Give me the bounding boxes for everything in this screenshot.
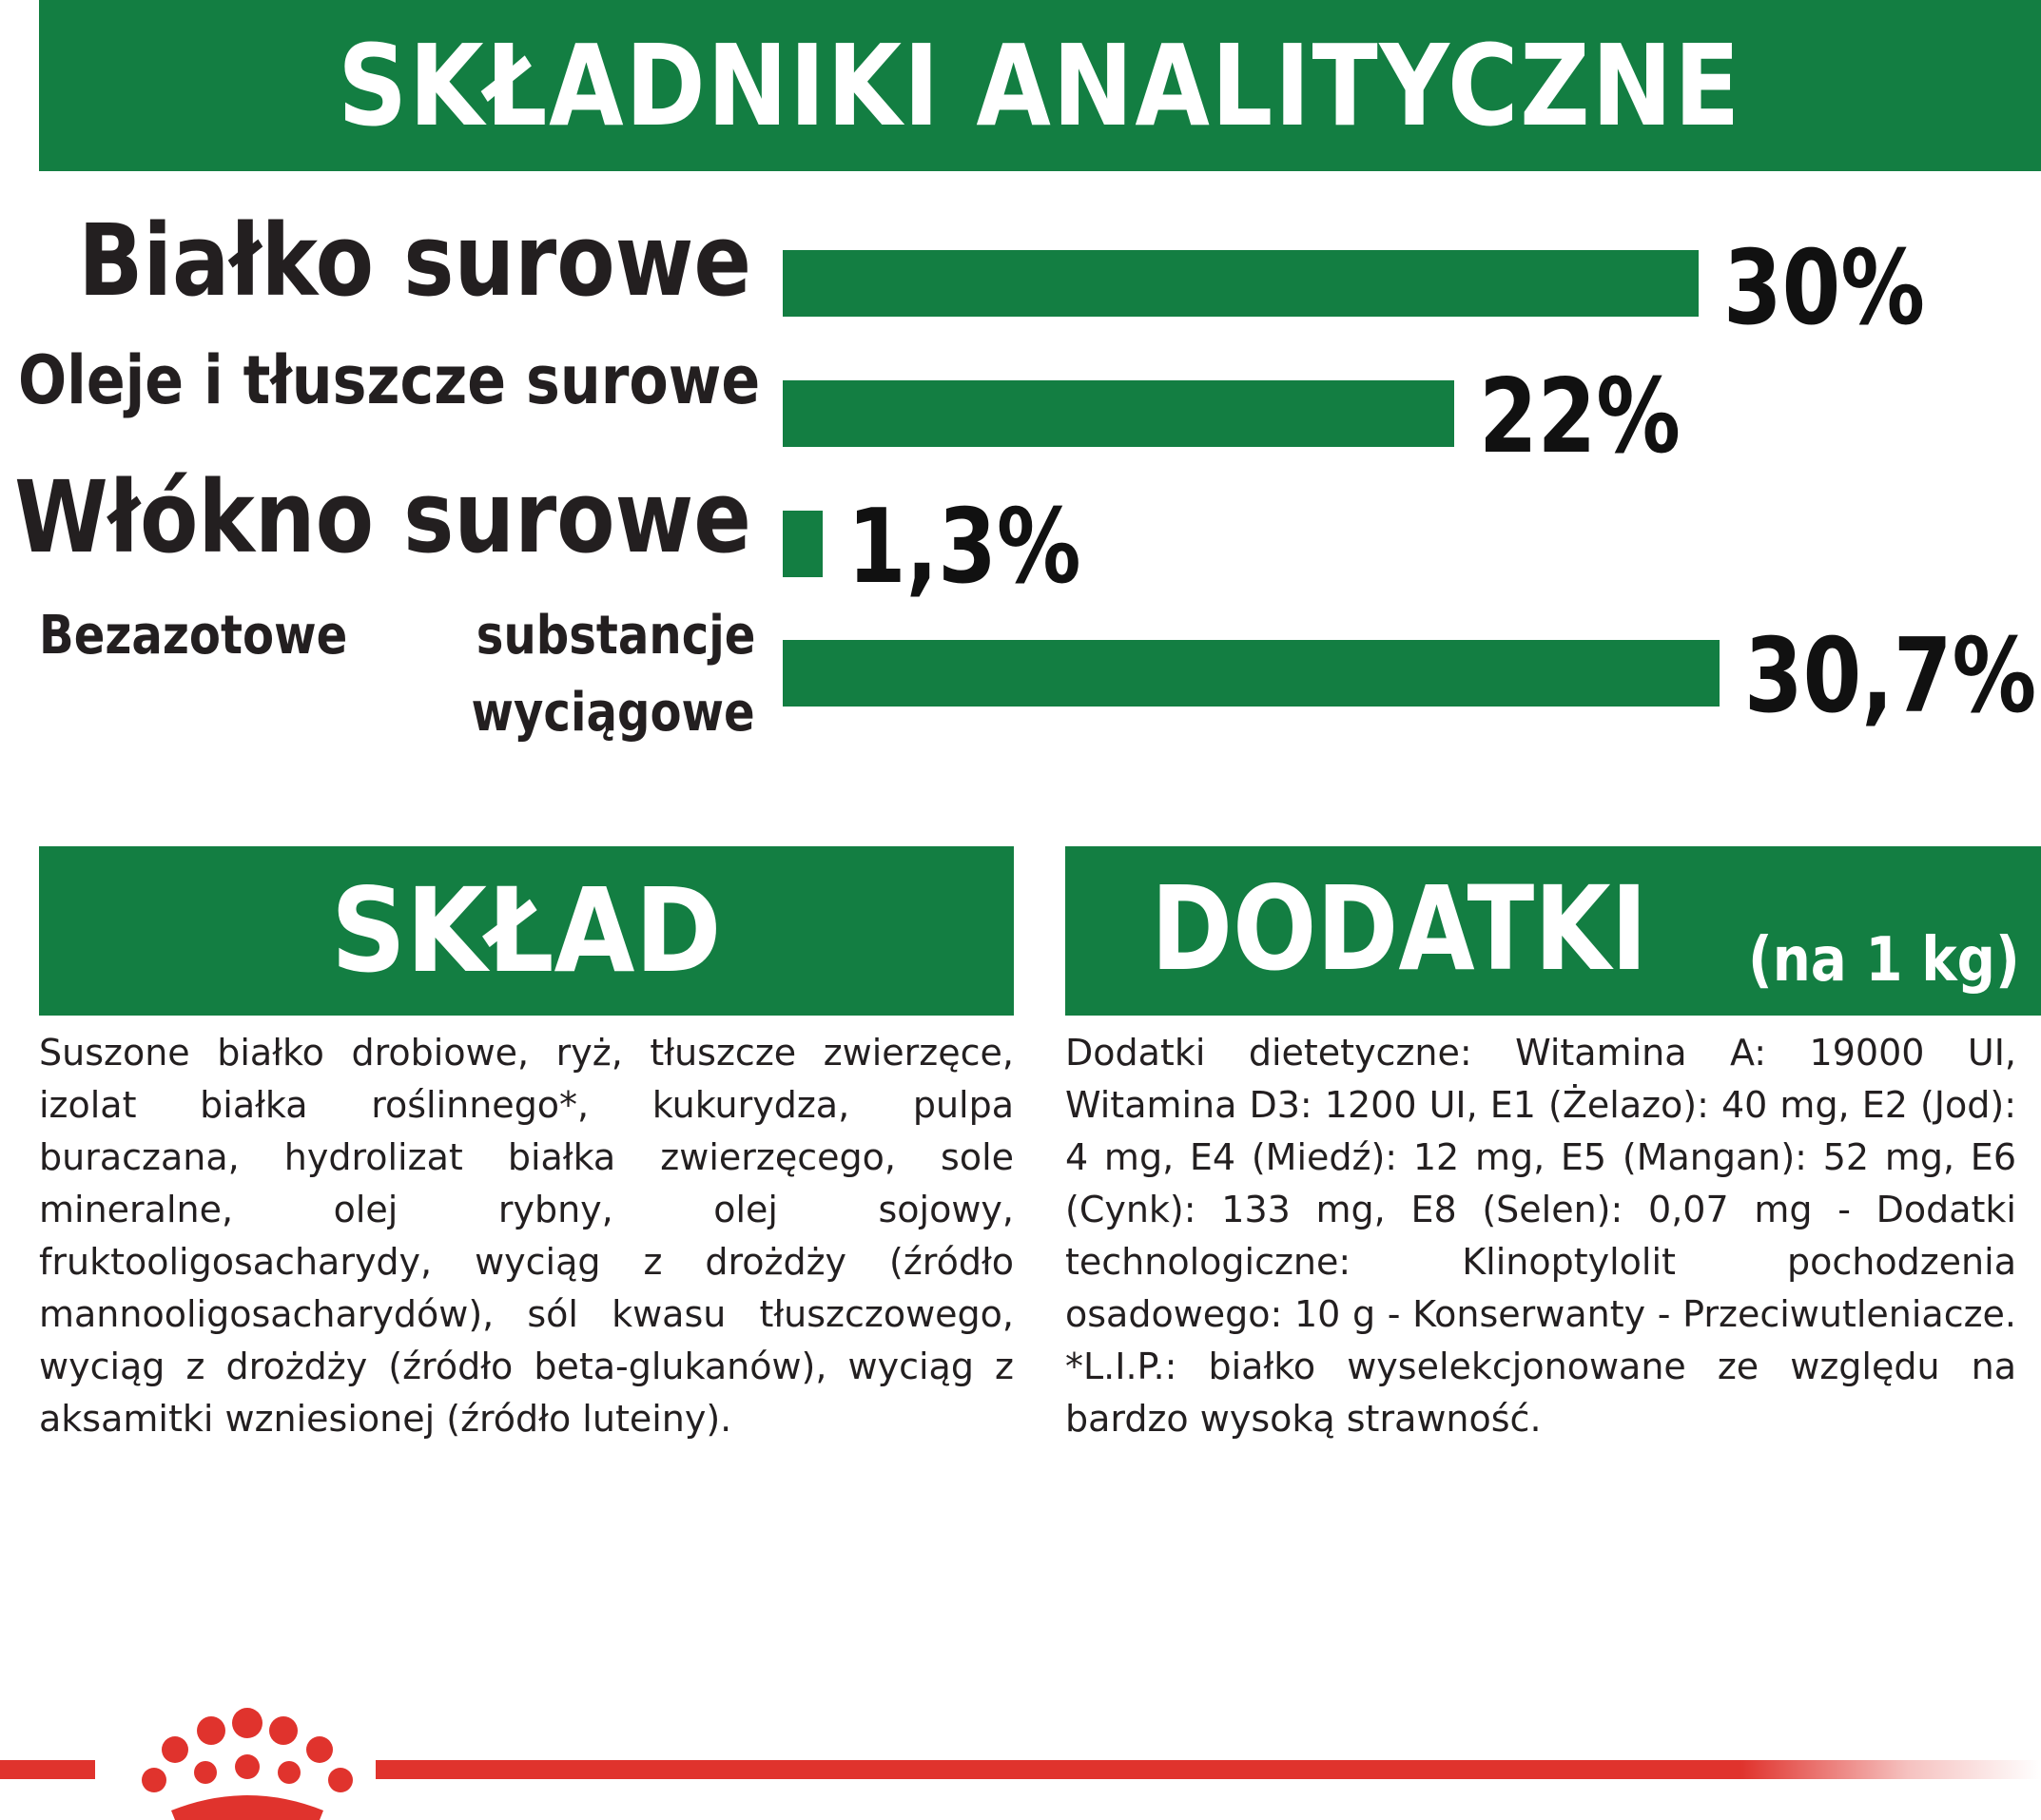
bar-1	[783, 250, 1699, 317]
category-label-4-2: substancje	[476, 605, 755, 667]
bar-value-label-4: 30,7%	[1744, 617, 2037, 736]
composition-text: Suszone białko drobiowe, ryż, tłuszcze zwierzęce, izolat białka roślinnego*, kukurydza, pulpa buraczana, hydrolizat białka zwierzęcego, sole mineralne, olej rybny, olej sojowy, fruktooligosacharydy, wyciąg z drożdży (źródło mannooligosacharydów), sól kwasu tłuszczowego, wyciąg z drożdży (źródło beta-glukanów), wyciąg z aksamitki wzniesionej (źródło luteiny).	[39, 1032, 1014, 1440]
bar-value-label-2: 22%	[1478, 358, 1681, 476]
analytical-title: SKŁADNIKI ANALITYCZNE	[338, 20, 1742, 151]
composition-title: SKŁAD	[331, 863, 722, 998]
bar-4	[783, 640, 1720, 707]
bar-2	[783, 380, 1454, 447]
category-label-4-3: wyciągowe	[471, 682, 755, 744]
bar-value-label-1: 30%	[1722, 229, 1925, 348]
composition-header	[39, 846, 1014, 1016]
bar-value-label-3: 1,3%	[846, 488, 1081, 607]
footer-line-right	[376, 1760, 2041, 1779]
category-label-1: Białko surowe	[78, 203, 751, 319]
royal-canin-crown-icon	[133, 1704, 361, 1820]
bar-3	[783, 511, 823, 577]
additives-header	[1065, 846, 2041, 1016]
additives-subtitle: (na 1 kg)	[1748, 925, 2020, 996]
additives-text: Dodatki dietetyczne: Witamina A: 19000 UI, Witamina D3: 1200 UI, E1 (Żelazo): 40 mg, E2 (Jod): 4 mg, E4 (Miedź): 12 mg, E5 (Mangan): 52 mg, E6 (Cynk): 133 mg, E8 (Selen): 0,07 mg - Dodatki technologiczne: Klinoptylolit pochodzenia osadowego: 10 g - Konserwanty - Przeciwutleniacze. *L.I.P.: białko wyselekcjonowane ze względu na bardzo wysoką strawność.	[1065, 1032, 2016, 1440]
additives-title: DODATKI	[1151, 862, 1648, 997]
category-label-2: Oleje i tłuszcze surowe	[17, 341, 760, 419]
category-label-4-1: Bezazotowe	[39, 605, 348, 667]
category-label-3: Włókno surowe	[14, 459, 751, 575]
analytical-header	[39, 0, 2041, 171]
footer-line-left	[0, 1760, 95, 1779]
